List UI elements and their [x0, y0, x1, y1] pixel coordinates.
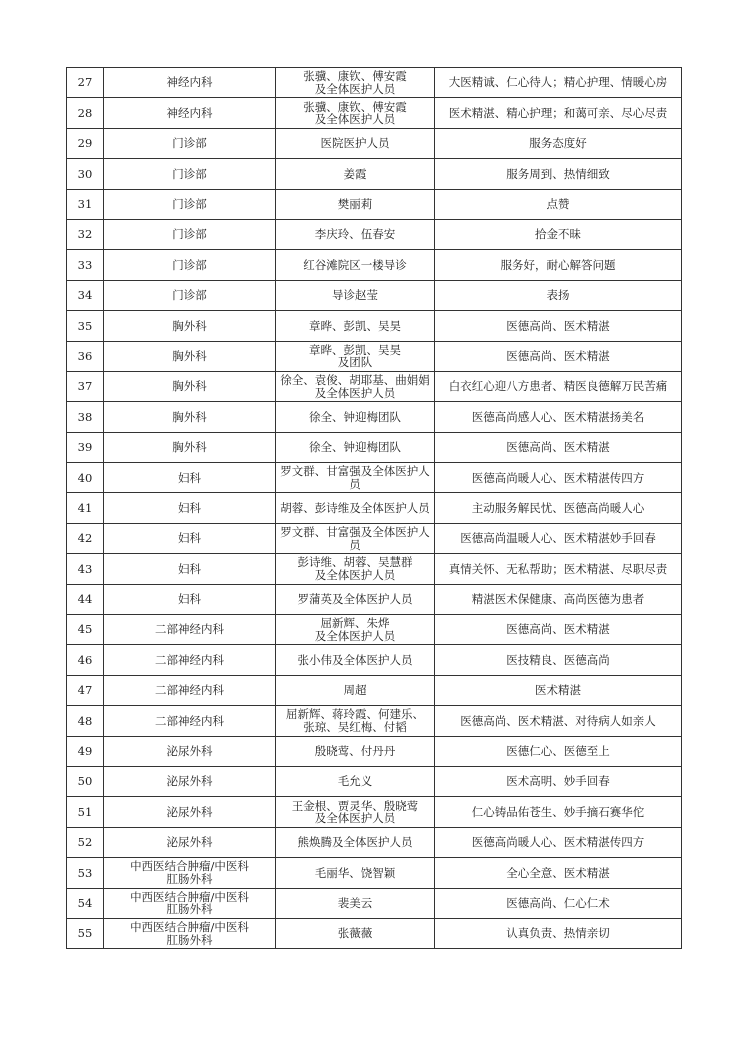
department-cell: 门诊部 — [104, 128, 276, 158]
staff-cell: 屈新辉、蒋玲霞、何建乐、 张琼、吴红梅、付韬 — [276, 706, 435, 736]
table-row — [67, 68, 682, 98]
staff-cell: 殷晓莺、付丹丹 — [276, 736, 435, 766]
table-row — [67, 827, 682, 857]
row-number: 44 — [67, 584, 104, 614]
praise-cell: 医术精湛、精心护理；和蔼可亲、尽心尽责 — [435, 98, 682, 128]
staff-cell: 樊丽莉 — [276, 189, 435, 219]
staff-cell: 王金根、贾灵华、殷晓莺 及全体医护人员 — [276, 797, 435, 827]
row-number: 41 — [67, 493, 104, 523]
row-number: 38 — [67, 402, 104, 432]
staff-cell: 周超 — [276, 675, 435, 705]
row-number: 37 — [67, 371, 104, 401]
staff-cell: 彭诗维、胡蓉、吴慧群 及全体医护人员 — [276, 554, 435, 584]
praise-cell: 真情关怀、无私帮助；医术精湛、尽职尽责 — [435, 554, 682, 584]
row-number: 27 — [67, 68, 104, 98]
praise-cell: 服务态度好 — [435, 128, 682, 158]
praise-cell: 服务好，耐心解答问题 — [435, 250, 682, 280]
staff-cell: 章晔、彭凯、吴昊 及团队 — [276, 341, 435, 371]
staff-cell: 红谷滩院区一楼导诊 — [276, 250, 435, 280]
praise-cell: 精湛医术保健康、高尚医德为患者 — [435, 584, 682, 614]
staff-cell: 徐全、钟迎梅团队 — [276, 432, 435, 462]
department-cell: 中西医结合肿瘤/中医科 肛肠外科 — [104, 858, 276, 888]
praise-cell: 医术精湛 — [435, 675, 682, 705]
table-row — [67, 706, 682, 736]
table-row — [67, 858, 682, 888]
staff-cell: 章晔、彭凯、吴昊 — [276, 311, 435, 341]
row-number: 52 — [67, 827, 104, 857]
row-number: 33 — [67, 250, 104, 280]
praise-cell: 表扬 — [435, 280, 682, 310]
table-row — [67, 888, 682, 918]
praise-cell: 医德仁心、医德至上 — [435, 736, 682, 766]
table-body — [67, 68, 682, 949]
praise-cell: 医德高尚暖人心、医术精湛传四方 — [435, 463, 682, 493]
department-cell: 妇科 — [104, 554, 276, 584]
row-number: 32 — [67, 219, 104, 249]
praise-cell: 主动服务解民忧、医德高尚暖人心 — [435, 493, 682, 523]
praise-cell: 医德高尚、医术精湛 — [435, 432, 682, 462]
department-cell: 门诊部 — [104, 219, 276, 249]
praise-cell: 医德高尚、医术精湛、对待病人如亲人 — [435, 706, 682, 736]
department-cell: 泌尿外科 — [104, 827, 276, 857]
staff-cell: 罗文群、甘富强及全体医护人员 — [276, 523, 435, 553]
staff-cell: 张薇薇 — [276, 918, 435, 948]
table-row — [67, 98, 682, 128]
department-cell: 胸外科 — [104, 432, 276, 462]
row-number: 31 — [67, 189, 104, 219]
praise-cell: 认真负责、热情亲切 — [435, 918, 682, 948]
staff-cell: 医院医护人员 — [276, 128, 435, 158]
praise-cell: 全心全意、医术精湛 — [435, 858, 682, 888]
table-row — [67, 797, 682, 827]
table-row — [67, 280, 682, 310]
staff-cell: 屈新辉、朱烨 及全体医护人员 — [276, 615, 435, 645]
row-number: 47 — [67, 675, 104, 705]
commendation-table — [66, 67, 682, 949]
row-number: 34 — [67, 280, 104, 310]
table-row — [67, 432, 682, 462]
row-number: 55 — [67, 918, 104, 948]
department-cell: 泌尿外科 — [104, 736, 276, 766]
staff-cell: 徐全、袁俊、胡耶基、曲娟娟 及全体医护人员 — [276, 371, 435, 401]
row-number: 50 — [67, 766, 104, 796]
department-cell: 泌尿外科 — [104, 766, 276, 796]
praise-cell: 医德高尚、仁心仁术 — [435, 888, 682, 918]
department-cell: 妇科 — [104, 523, 276, 553]
department-cell: 二部神经内科 — [104, 615, 276, 645]
row-number: 53 — [67, 858, 104, 888]
praise-cell: 服务周到、热情细致 — [435, 159, 682, 189]
praise-cell: 拾金不昧 — [435, 219, 682, 249]
staff-cell: 张小伟及全体医护人员 — [276, 645, 435, 675]
department-cell: 神经内科 — [104, 98, 276, 128]
row-number: 46 — [67, 645, 104, 675]
table-row — [67, 493, 682, 523]
praise-cell: 医德高尚、医术精湛 — [435, 311, 682, 341]
department-cell: 门诊部 — [104, 250, 276, 280]
praise-cell: 医技精良、医德高尚 — [435, 645, 682, 675]
praise-cell: 医德高尚、医术精湛 — [435, 341, 682, 371]
staff-cell: 罗文群、甘富强及全体医护人员 — [276, 463, 435, 493]
department-cell: 二部神经内科 — [104, 706, 276, 736]
row-number: 40 — [67, 463, 104, 493]
department-cell: 门诊部 — [104, 189, 276, 219]
department-cell: 妇科 — [104, 493, 276, 523]
table-row — [67, 250, 682, 280]
table-row — [67, 159, 682, 189]
department-cell: 胸外科 — [104, 341, 276, 371]
table-row — [67, 128, 682, 158]
department-cell: 神经内科 — [104, 68, 276, 98]
department-cell: 中西医结合肿瘤/中医科 肛肠外科 — [104, 888, 276, 918]
department-cell: 胸外科 — [104, 311, 276, 341]
staff-cell: 罗蒲英及全体医护人员 — [276, 584, 435, 614]
table-row — [67, 402, 682, 432]
table-row — [67, 554, 682, 584]
table-row — [67, 219, 682, 249]
department-cell: 妇科 — [104, 463, 276, 493]
staff-cell: 裴美云 — [276, 888, 435, 918]
praise-cell: 大医精诚、仁心待人；精心护理、情暖心房 — [435, 68, 682, 98]
row-number: 48 — [67, 706, 104, 736]
row-number: 42 — [67, 523, 104, 553]
praise-cell: 医德高尚暖人心、医术精湛传四方 — [435, 827, 682, 857]
department-cell: 胸外科 — [104, 402, 276, 432]
row-number: 39 — [67, 432, 104, 462]
department-cell: 门诊部 — [104, 159, 276, 189]
staff-cell: 姜霞 — [276, 159, 435, 189]
table-row — [67, 371, 682, 401]
row-number: 29 — [67, 128, 104, 158]
staff-cell: 毛允义 — [276, 766, 435, 796]
praise-cell: 医术高明、妙手回春 — [435, 766, 682, 796]
staff-cell: 李庆玲、伍春安 — [276, 219, 435, 249]
praise-cell: 点赞 — [435, 189, 682, 219]
row-number: 36 — [67, 341, 104, 371]
table-row — [67, 645, 682, 675]
row-number: 35 — [67, 311, 104, 341]
staff-cell: 熊焕腾及全体医护人员 — [276, 827, 435, 857]
department-cell: 中西医结合肿瘤/中医科 肛肠外科 — [104, 918, 276, 948]
table-row — [67, 736, 682, 766]
department-cell: 泌尿外科 — [104, 797, 276, 827]
department-cell: 二部神经内科 — [104, 645, 276, 675]
department-cell: 二部神经内科 — [104, 675, 276, 705]
department-cell: 门诊部 — [104, 280, 276, 310]
staff-cell: 张骥、康钦、傅安霞 及全体医护人员 — [276, 68, 435, 98]
praise-cell: 医德高尚温暖人心、医术精湛妙手回春 — [435, 523, 682, 553]
staff-cell: 徐全、钟迎梅团队 — [276, 402, 435, 432]
staff-cell: 张骥、康钦、傅安霞 及全体医护人员 — [276, 98, 435, 128]
table-row — [67, 463, 682, 493]
praise-cell: 医德高尚、医术精湛 — [435, 615, 682, 645]
table-row — [67, 766, 682, 796]
row-number: 43 — [67, 554, 104, 584]
table-row — [67, 675, 682, 705]
table-row — [67, 615, 682, 645]
row-number: 51 — [67, 797, 104, 827]
row-number: 49 — [67, 736, 104, 766]
row-number: 28 — [67, 98, 104, 128]
table-row — [67, 341, 682, 371]
table-row — [67, 584, 682, 614]
praise-cell: 仁心铸品佑苍生、妙手摘石赛华佗 — [435, 797, 682, 827]
department-cell: 妇科 — [104, 584, 276, 614]
staff-cell: 胡蓉、彭诗维及全体医护人员 — [276, 493, 435, 523]
table-row — [67, 523, 682, 553]
staff-cell: 导诊赵莹 — [276, 280, 435, 310]
table-row — [67, 189, 682, 219]
praise-cell: 医德高尚感人心、医术精湛扬美名 — [435, 402, 682, 432]
staff-cell: 毛丽华、饶智颖 — [276, 858, 435, 888]
table-row — [67, 918, 682, 948]
row-number: 30 — [67, 159, 104, 189]
row-number: 45 — [67, 615, 104, 645]
row-number: 54 — [67, 888, 104, 918]
praise-cell: 白衣红心迎八方患者、精医良德解万民苦痛 — [435, 371, 682, 401]
table-row — [67, 311, 682, 341]
department-cell: 胸外科 — [104, 371, 276, 401]
